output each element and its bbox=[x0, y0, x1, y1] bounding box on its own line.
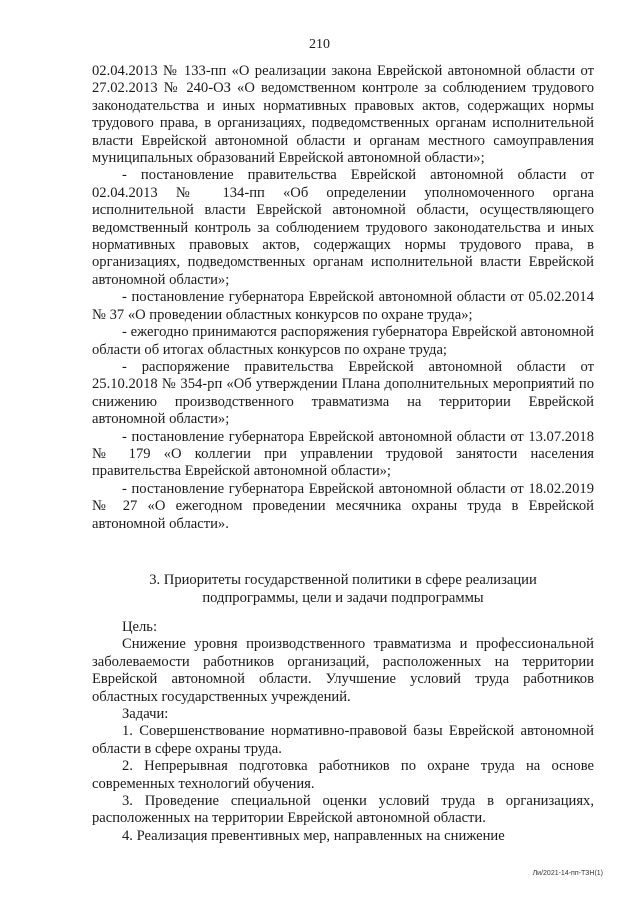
section-heading-line-1: 3. Приоритеты государственной политики в сфере реализации bbox=[149, 572, 537, 588]
page-number: 210 bbox=[309, 37, 330, 52]
document-code: Ли/2021-14-пп-ТЗН(1) bbox=[532, 870, 603, 877]
legal-act-item: 02.04.2013 № 133-пп «О реализации закона Еврейской автономной области от 27.02.2013 № 240-ОЗ «О ведомственном контроле за соблюдением трудового законодательства и иных нормативных правовых актов, содержащих нормы трудового права, в организациях, подведомственных органам исполнительной власти Еврейской автономной области и органам местного самоуправления муниципальных образований Еврейской автономной области»; bbox=[92, 63, 594, 167]
legal-act-item: - постановление губернатора Еврейской автономной области от 18.02.2019 № 27 «О ежегодном проведении месячника охраны труда в Еврейской автономной области». bbox=[92, 480, 594, 532]
goals-and-tasks bbox=[92, 619, 594, 845]
goal-label: Цель: bbox=[122, 619, 158, 635]
legal-act-item: - постановление губернатора Еврейской автономной области от 13.07.2018 № 179 «О коллегии при управлении трудовой занятости населения правительства Еврейской автономной области»; bbox=[92, 428, 594, 480]
task-item: 1. Совершенствование нормативно-правовой базы Еврейской автономной области в сфере охраны труда. bbox=[92, 723, 594, 757]
legal-act-item: - постановление губернатора Еврейской автономной области от 05.02.2014 № 37 «О проведении областных конкурсов по охране труда»; bbox=[92, 289, 594, 323]
legal-acts-list bbox=[92, 63, 594, 533]
section-heading bbox=[92, 571, 594, 607]
legal-act-item: - распоряжение правительства Еврейской автономной области от 25.10.2018 № 354-рп «Об утверждении Плана дополнительных мероприятий по снижению производственного травматизма на территории Еврейской автономной области»; bbox=[92, 358, 594, 428]
legal-act-item: - постановление правительства Еврейской автономной области от 02.04.2013 № 134-пп «Об определении уполномоченного органа исполнительной власти Еврейской автономной области, осуществляющего ведомственный контроль за соблюдением трудового законодательства и иных нормативных правовых актов, содержащих нормы трудового права, в организациях, подведомственных органам исполнительной власти Еврейской автономной области»; bbox=[92, 167, 594, 288]
task-item: 3. Проведение специальной оценки условий труда в организациях, расположенных на территории Еврейской автономной области. bbox=[92, 793, 594, 827]
legal-act-item: - ежегодно принимаются распоряжения губернатора Еврейской автономной области об итогах областных конкурсов по охране труда; bbox=[92, 324, 594, 358]
task-item: 2. Непрерывная подготовка работников по охране труда на основе современных технологий обучения. bbox=[92, 758, 594, 792]
tasks-label: Задачи: bbox=[122, 706, 169, 723]
section-heading-line-2: подпрограммы, цели и задачи подпрограммы bbox=[202, 590, 484, 606]
task-item: 4. Реализация превентивных мер, направленных на снижение bbox=[122, 827, 505, 844]
goal-text: Снижение уровня производственного травматизма и профессиональной заболеваемости работников организаций, расположенных на территории Еврейской автономной области. Улучшение условий труда работников областных государственных учреждений. bbox=[92, 636, 594, 705]
